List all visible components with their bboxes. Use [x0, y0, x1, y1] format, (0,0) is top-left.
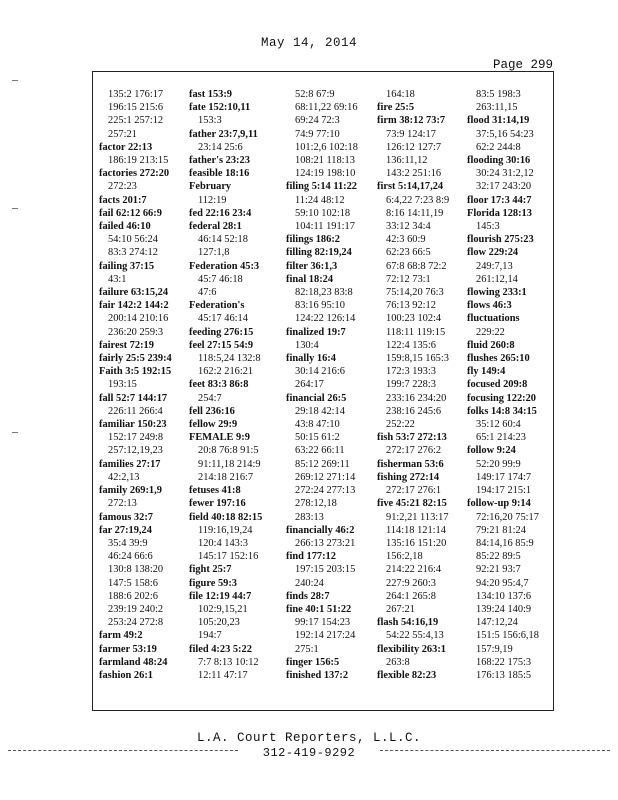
index-entry-references: 272:17 276:2	[386, 445, 442, 457]
index-entry-references: 135:2 176:17	[108, 89, 164, 100]
index-entry-heading: Faith 3:5 192:15	[99, 366, 172, 378]
index-entry-heading: flexible 82:23	[377, 669, 437, 681]
index-entry-heading: fishing 272:14	[377, 471, 440, 483]
index-entry-references: 199:7 228:3	[386, 379, 436, 391]
index-entry-heading: father's 23:23	[189, 155, 250, 167]
index-entry-heading: failure 63:15,24	[99, 287, 169, 299]
index-entry-references: 139:24 140:9	[476, 603, 532, 615]
index-entry-references: 188:6 202:6	[108, 590, 158, 602]
index-entry-references: 43:1	[108, 273, 127, 285]
index-entry-references: 168:22 175:3	[476, 656, 532, 668]
index-entry-heading: fluctuations	[467, 313, 520, 325]
index-entry-heading: finally 16:4	[286, 353, 336, 365]
index-entry-references: 30:14 216:6	[295, 366, 345, 378]
index-entry-references: 214:18 216:7	[198, 471, 254, 483]
index-entry-heading: finds 28:7	[286, 590, 330, 602]
index-entry-references: 42:2,13	[108, 471, 140, 483]
index-column-2	[189, 88, 281, 682]
index-entry-references: 136:11,12	[386, 155, 428, 167]
index-entry-references: 102:9,15,21	[198, 603, 248, 615]
index-entry-heading: fed 22:16 23:4	[189, 207, 252, 219]
index-entry-references: 153:3	[198, 115, 222, 127]
index-entry-references: 65:1 214:23	[476, 432, 526, 444]
word-index-box	[92, 71, 554, 711]
index-entry-heading: find 177:12	[286, 551, 336, 563]
index-entry-references: 52:20 99:9	[476, 458, 521, 470]
index-entry-references: 33:12 34:4	[386, 221, 431, 233]
index-entry-heading: focusing 122:20	[467, 392, 536, 404]
index-entry-references: 236:20 259:3	[108, 326, 164, 338]
index-entry-heading: finalized 19:7	[286, 326, 346, 338]
index-entry-references: 83:16 95:10	[295, 300, 345, 312]
index-entry-heading: floor 17:3 44:7	[467, 194, 532, 206]
index-entry-heading: Federation 45:3	[189, 260, 260, 272]
index-entry-references: 79:21 81:24	[476, 524, 526, 536]
index-entry-references: 82:18,23 83:8	[295, 287, 353, 299]
index-entry-references: 152:17 249:8	[108, 432, 164, 444]
index-entry-references: 92:21 93:7	[476, 564, 521, 576]
index-entry-references: 47:6	[198, 287, 217, 299]
index-entry-references: 91:11,18 214:9	[198, 458, 261, 470]
index-entry-references: 254:7	[198, 392, 222, 404]
index-entry-heading: filings 186:2	[286, 234, 340, 246]
index-entry-references: 6:4,22 7:23 8:9	[386, 194, 450, 206]
index-entry-references: 162:2 216:21	[198, 366, 254, 378]
index-entry-heading: follow 9:24	[467, 445, 516, 457]
index-entry-references: 62:23 66:5	[386, 247, 431, 259]
margin-mark	[12, 80, 18, 81]
index-entry-heading: fairest 72:19	[99, 339, 154, 351]
index-entry-references: 91:2,21 113:17	[386, 511, 449, 523]
index-entry-heading: family 269:1,9	[99, 485, 162, 497]
index-entry-references: 229:22	[476, 326, 505, 338]
index-entry-references: 253:24 272:8	[108, 617, 164, 629]
index-entry-heading: fish 53:7 272:13	[377, 432, 447, 444]
index-entry-heading: filling 82:19,24	[286, 247, 352, 259]
index-entry-references: 156:2,18	[386, 551, 423, 563]
index-entry-heading: flowing 233:1	[467, 287, 527, 299]
index-entry-references: 263:11,15	[476, 102, 518, 114]
index-entry-heading: fell 236:16	[189, 405, 235, 417]
index-entry-references: 194:17 215:1	[476, 485, 532, 497]
index-entry-references: 176:13 185:5	[476, 669, 532, 681]
index-column-3	[286, 88, 378, 682]
index-entry-references: 67:8 68:8 72:2	[386, 260, 447, 272]
index-entry-references: 126:12 127:7	[386, 141, 442, 153]
index-entry-heading: federal 28:1	[189, 221, 242, 233]
index-entry-heading: fate 152:10,11	[189, 102, 251, 114]
index-entry-references: 105:20,23	[198, 617, 240, 629]
index-entry-references: 114:18 121:14	[386, 524, 446, 536]
index-entry-heading: Florida 128:13	[467, 207, 532, 219]
index-entry-heading: fluid 260:8	[467, 339, 515, 351]
index-entry-references: 275:1	[295, 643, 319, 655]
index-entry-references: 143:2 251:16	[386, 168, 442, 180]
index-entry-references: 12:11 47:17	[198, 669, 248, 681]
index-entry-references: 45:17 46:14	[198, 313, 248, 325]
index-entry-references: 272:24 277:13	[295, 485, 356, 497]
index-entry-heading: financial 26:5	[286, 392, 347, 404]
index-entry-heading: finger 156:5	[286, 656, 340, 668]
index-entry-heading: FEMALE 9:9	[189, 432, 250, 444]
index-entry-heading: February	[189, 181, 232, 193]
index-entry-heading: figure 59:3	[189, 577, 238, 589]
index-entry-heading: feasible 18:16	[189, 168, 250, 180]
index-entry-references: 135:16 151:20	[386, 537, 447, 549]
index-entry-heading: folks 14:8 34:15	[467, 405, 537, 417]
index-entry-references: 119:16,19,24	[198, 524, 253, 536]
index-entry-heading: farmer 53:19	[99, 643, 157, 655]
index-entry-references: 62:2 244:8	[476, 141, 521, 153]
index-entry-references: 74:9 77:10	[295, 128, 340, 140]
index-entry-references: 197:15 203:15	[295, 564, 356, 576]
index-entry-heading: factories 272:20	[99, 168, 170, 180]
index-entry-references: 20:8 76:8 91:5	[198, 445, 259, 457]
index-entry-heading: feet 83:3 86:8	[189, 379, 249, 391]
index-entry-heading: five 45:21 82:15	[377, 498, 447, 510]
index-entry-heading: flooding 30:16	[467, 155, 531, 167]
index-entry-references: 108:21 118:13	[295, 155, 355, 167]
index-entry-references: 35:4 39:9	[108, 537, 148, 549]
index-entry-heading: filed 4:23 5:22	[189, 643, 252, 655]
index-entry-references: 196:15 215:6	[108, 102, 164, 114]
index-entry-references: 46:14 52:18	[198, 234, 248, 246]
index-entry-references: 149:17 174:7	[476, 471, 532, 483]
margin-mark	[12, 208, 18, 209]
index-entry-references: 94:20 95:4,7	[476, 577, 529, 589]
index-entry-references: 69:24 72:3	[295, 115, 340, 127]
index-entry-heading: factor 22:13	[99, 141, 153, 153]
index-entry-heading: flourish 275:23	[467, 234, 534, 246]
index-entry-references: 46:24 66:6	[108, 551, 153, 563]
index-entry-references: 85:12 269:11	[295, 458, 350, 470]
index-entry-heading: fly 149:4	[467, 366, 506, 378]
index-entry-references: 23:14 25:6	[198, 141, 243, 153]
index-entry-references: 50:15 61:2	[295, 432, 340, 444]
index-entry-heading: filing 5:14 11:22	[286, 181, 358, 193]
index-entry-heading: flood 31:14,19	[467, 115, 530, 127]
index-entry-references: 118:5,24 132:8	[198, 353, 261, 365]
index-entry-heading: father 23:7,9,11	[189, 128, 258, 140]
index-entry-references: 75:14,20 76:3	[386, 287, 444, 299]
index-entry-references: 233:16 234:20	[386, 392, 447, 404]
index-entry-references: 157:9,19	[476, 643, 513, 655]
index-column-1	[99, 88, 191, 682]
index-entry-references: 7:7 8:13 10:12	[198, 656, 259, 668]
index-entry-references: 130:4	[295, 339, 319, 351]
index-entry-references: 147:5 158:6	[108, 577, 158, 589]
index-entry-references: 29:18 42:14	[295, 405, 345, 417]
index-entry-heading: failed 46:10	[99, 221, 151, 233]
index-entry-heading: filter 36:1,3	[286, 260, 338, 272]
index-entry-heading: fisherman 53:6	[377, 458, 444, 470]
index-entry-references: 54:10 56:24	[108, 234, 158, 246]
index-entry-references: 269:12 271:14	[295, 471, 356, 483]
index-entry-heading: far 27:19,24	[99, 524, 152, 536]
index-entry-references: 100:23 102:4	[386, 313, 442, 325]
index-entry-references: 264:1 265:8	[386, 590, 436, 602]
index-entry-references: 145:3	[476, 221, 500, 233]
index-entry-references: 11:24 48:12	[295, 194, 345, 206]
index-entry-references: 104:11 191:17	[295, 221, 355, 233]
index-entry-references: 59:10 102:18	[295, 207, 351, 219]
index-entry-references: 35:12 60:4	[476, 419, 521, 431]
index-column-5	[467, 88, 559, 682]
index-entry-references: 76:13 92:12	[386, 300, 436, 312]
court-reporter-name: L.A. Court Reporters, L.L.C.	[196, 731, 422, 745]
index-entry-references: 225:1 257:12	[108, 115, 164, 127]
index-entry-heading: feel 27:15 54:9	[189, 339, 254, 351]
index-entry-references: 257:12,19,23	[108, 445, 163, 457]
index-entry-heading: fellow 29:9	[189, 419, 238, 431]
index-entry-references: 278:12,18	[295, 498, 337, 510]
index-entry-heading: first 5:14,17,24	[377, 181, 444, 193]
index-entry-references: 124:22 126:14	[295, 313, 356, 325]
index-entry-references: 186:19 213:15	[108, 155, 169, 167]
index-entry-references: 257:21	[108, 128, 137, 140]
index-entry-heading: focused 209:8	[467, 379, 528, 391]
index-entry-heading: firm 38:12 73:7	[377, 115, 446, 127]
index-entry-references: 145:17 152:16	[198, 551, 259, 563]
court-reporter-phone: 312-419-9292	[262, 746, 356, 760]
index-entry-references: 37:5,16 54:23	[476, 128, 534, 140]
index-entry-references: 249:7,13	[476, 260, 513, 272]
index-entry-references: 42:3 60:9	[386, 234, 426, 246]
index-entry-references: 134:10 137:6	[476, 590, 532, 602]
index-entry-references: 200:14 210:16	[108, 313, 169, 325]
index-column-4	[377, 88, 469, 682]
index-entry-references: 263:8	[386, 656, 410, 668]
index-entry-heading: fast 153:9	[189, 89, 232, 100]
index-entry-heading: finished 137:2	[286, 669, 349, 681]
index-entry-heading: Federation's	[189, 300, 245, 312]
index-entry-references: 63:22 66:11	[295, 445, 345, 457]
index-entry-references: 43:8 47:10	[295, 419, 340, 431]
index-entry-heading: famous 32:7	[99, 511, 153, 523]
index-entry-references: 252:22	[386, 419, 415, 431]
index-entry-heading: fewer 197:16	[189, 498, 246, 510]
index-entry-references: 272:23	[108, 181, 137, 193]
index-entry-references: 192:14 217:24	[295, 630, 356, 642]
index-entry-heading: familiar 150:23	[99, 419, 167, 431]
index-entry-references: 238:16 245:6	[386, 405, 442, 417]
index-entry-heading: fail 62:12 66:9	[99, 207, 162, 219]
index-entry-references: 172:3 193:3	[386, 366, 436, 378]
index-entry-references: 52:8 67:9	[295, 89, 335, 100]
index-entry-heading: farm 49:2	[99, 630, 143, 642]
index-entry-references: 112:19	[198, 194, 227, 206]
page-number: Page 299	[493, 58, 554, 72]
index-entry-references: 72:12 73:1	[386, 273, 431, 285]
index-entry-heading: fight 25:7	[189, 564, 232, 576]
index-entry-references: 193:15	[108, 379, 137, 391]
index-entry-references: 8:16 14:11,19	[386, 207, 444, 219]
index-entry-references: 83:3 274:12	[108, 247, 158, 259]
index-entry-heading: fall 52:7 144:17	[99, 392, 168, 404]
index-entry-references: 30:24 31:2,12	[476, 168, 534, 180]
index-entry-heading: flash 54:16,19	[377, 617, 439, 629]
index-entry-references: 239:19 240:2	[108, 603, 164, 615]
index-entry-references: 124:19 198:10	[295, 168, 356, 180]
index-entry-references: 130:8 138:20	[108, 564, 164, 576]
index-entry-references: 73:9 124:17	[386, 128, 436, 140]
index-entry-references: 272:17 276:1	[386, 485, 442, 497]
index-entry-heading: farmland 48:24	[99, 656, 168, 668]
index-entry-references: 99:17 154:23	[295, 617, 351, 629]
index-entry-heading: failing 37:15	[99, 260, 155, 272]
index-entry-heading: fair 142:2 144:2	[99, 300, 169, 312]
index-entry-references: 127:1,8	[198, 247, 230, 259]
index-entry-heading: follow-up 9:14	[467, 498, 531, 510]
index-entry-references: 267:21	[386, 603, 415, 615]
index-entry-heading: final 18:24	[286, 273, 334, 285]
index-entry-heading: flow 229:24	[467, 247, 519, 259]
index-entry-references: 72:16,20 75:17	[476, 511, 539, 523]
index-entry-references: 85:22 89:5	[476, 551, 521, 563]
index-entry-references: 122:4 135:6	[386, 339, 436, 351]
index-entry-references: 261:12,14	[476, 273, 518, 285]
index-entry-references: 272:13	[108, 498, 137, 510]
index-entry-references: 147:12,24	[476, 617, 518, 629]
index-entry-references: 194:7	[198, 630, 222, 642]
index-entry-references: 84:14,16 85:9	[476, 537, 534, 549]
index-entry-heading: flushes 265:10	[467, 353, 530, 365]
index-entry-references: 54:22 55:4,13	[386, 630, 444, 642]
index-entry-references: 227:9 260:3	[386, 577, 436, 589]
index-entry-references: 120:4 143:3	[198, 537, 248, 549]
index-entry-references: 101:2,6 102:18	[295, 141, 358, 153]
index-entry-references: 240:24	[295, 577, 324, 589]
index-entry-heading: financially 46:2	[286, 524, 355, 536]
index-entry-references: 226:11 266:4	[108, 405, 163, 417]
index-entry-references: 164:18	[386, 89, 415, 100]
index-entry-heading: families 27:17	[99, 458, 161, 470]
index-entry-references: 45:7 46:18	[198, 273, 243, 285]
index-entry-heading: file 12:19 44:7	[189, 590, 252, 602]
margin-mark	[12, 432, 18, 433]
index-entry-heading: fire 25:5	[377, 102, 415, 114]
index-entry-heading: flows 46:3	[467, 300, 512, 312]
index-entry-heading: fetuses 41:8	[189, 485, 241, 497]
index-entry-references: 266:13 273:21	[295, 537, 356, 549]
index-entry-heading: fashion 26:1	[99, 669, 153, 681]
index-entry-references: 159:8,15 165:3	[386, 353, 449, 365]
index-entry-references: 32:17 243:20	[476, 181, 532, 193]
index-entry-heading: field 40:18 82:15	[189, 511, 263, 523]
index-entry-references: 118:11 119:15	[386, 326, 446, 338]
index-entry-references: 151:5 156:6,18	[476, 630, 539, 642]
index-entry-references: 283:13	[295, 511, 324, 523]
index-entry-heading: fairly 25:5 239:4	[99, 353, 172, 365]
index-entry-heading: facts 201:7	[99, 194, 147, 206]
index-entry-heading: feeding 276:15	[189, 326, 254, 338]
index-entry-references: 214:22 216:4	[386, 564, 442, 576]
index-entry-heading: flexibility 263:1	[377, 643, 446, 655]
index-entry-references: 68:11,22 69:16	[295, 102, 358, 114]
index-entry-references: 83:5 198:3	[476, 89, 521, 100]
index-entry-references: 264:17	[295, 379, 324, 391]
transcript-date: May 14, 2014	[260, 36, 357, 50]
index-entry-heading: fine 40:1 51:22	[286, 603, 352, 615]
